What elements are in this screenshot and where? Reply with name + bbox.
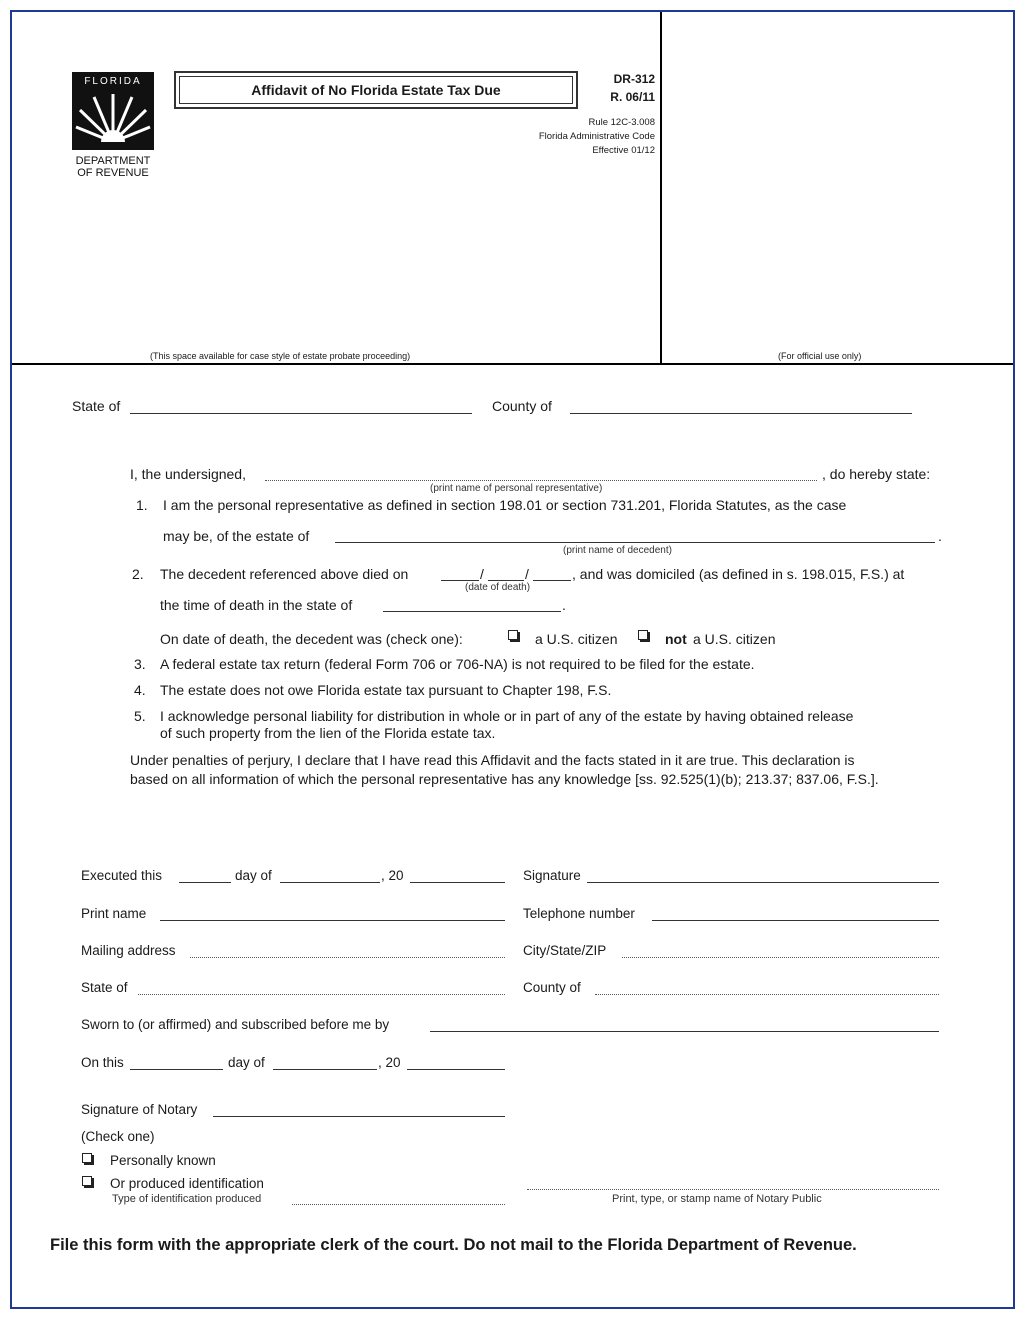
print-name-label: Print name	[81, 906, 147, 921]
not-citizen-label: a U.S. citizen	[693, 631, 776, 647]
florida-dor-logo	[72, 72, 154, 182]
mailing-address-field[interactable]	[190, 957, 505, 958]
header-divider	[660, 12, 662, 364]
form-revision: R. 06/11	[610, 90, 655, 104]
item-1-text: I am the personal representative as defined in section 198.01 or section 731.201, Florida Statutes, as the case	[163, 497, 847, 513]
us-citizen-checkbox[interactable]	[508, 630, 518, 640]
decedent-name-field[interactable]	[335, 542, 935, 543]
executed-day-field[interactable]	[179, 882, 231, 883]
intro-end-text: , do hereby state:	[822, 466, 931, 482]
telephone-field[interactable]	[652, 920, 939, 921]
item-1-end: .	[938, 528, 942, 544]
county-label: County of	[492, 398, 552, 414]
official-use-caption: (For official use only)	[778, 351, 862, 361]
item-4-text: The estate does not owe Florida estate tax pursuant to Chapter 198, F.S.	[160, 682, 612, 698]
item-2-text: The decedent referenced above died on	[160, 566, 409, 582]
item-3-text: A federal estate tax return (federal Form 706 or 706-NA) is not required to be filed for the estate.	[160, 656, 755, 672]
item-2-text-2: the time of death in the state of	[160, 597, 353, 613]
form-title-box	[174, 71, 578, 109]
year-prefix: , 20	[381, 868, 404, 883]
state-label: State of	[72, 398, 121, 414]
notary-year-field[interactable]	[407, 1069, 505, 1070]
mailing-address-label: Mailing address	[81, 943, 176, 958]
notary-signature-field[interactable]	[213, 1116, 505, 1117]
notary-month-field[interactable]	[273, 1069, 377, 1070]
citizen-question: On date of death, the decedent was (check one):	[160, 631, 463, 647]
domicile-state-field[interactable]	[383, 611, 561, 612]
item-3-number: 3.	[134, 656, 146, 672]
county-field[interactable]	[570, 413, 912, 414]
personally-known-label: Personally known	[110, 1153, 216, 1168]
executed-year-field[interactable]	[410, 882, 505, 883]
city-state-zip-field[interactable]	[622, 957, 939, 958]
notary-day-field[interactable]	[130, 1069, 223, 1070]
sworn-label: Sworn to (or affirmed) and subscribed before me by	[81, 1017, 390, 1032]
telephone-label: Telephone number	[523, 906, 635, 921]
death-day-field[interactable]	[488, 580, 524, 581]
form-number: DR-312	[613, 72, 655, 86]
us-citizen-label: a U.S. citizen	[535, 631, 618, 647]
rep-name-caption: (print name of personal representative)	[430, 483, 603, 494]
date-slash-1: /	[480, 566, 484, 582]
svg-text:DEPARTMENT: DEPARTMENT	[75, 155, 151, 167]
perjury-text: Under penalties of perjury, I declare that I have read this Affidavit and the facts stated in it are true. This declaration is	[130, 752, 855, 768]
form-title: Affidavit of No Florida Estate Tax Due	[179, 76, 573, 104]
not-emphasis: not	[665, 631, 687, 647]
item-2-end: .	[562, 597, 566, 613]
sworn-by-field[interactable]	[430, 1031, 939, 1032]
print-name-field[interactable]	[160, 920, 505, 921]
item-2-text-b: , and was domiciled (as defined in s. 198.015, F.S.) at	[572, 566, 905, 582]
executed-month-field[interactable]	[280, 882, 380, 883]
signature-field[interactable]	[587, 882, 939, 883]
item-5-text-2: of such property from the lien of the Florida estate tax.	[160, 725, 496, 741]
executed-this-label: Executed this	[81, 868, 163, 883]
notary-state-field[interactable]	[138, 994, 505, 995]
item-4-number: 4.	[134, 682, 146, 698]
item-1-text-2: may be, of the estate of	[163, 528, 310, 544]
produced-id-checkbox[interactable]	[82, 1176, 92, 1186]
svg-text:FLORIDA: FLORIDA	[84, 76, 142, 87]
case-style-caption: (This space available for case style of estate probate proceeding)	[150, 351, 411, 361]
notary-name-caption: Print, type, or stamp name of Notary Public	[612, 1193, 822, 1205]
item-5-number: 5.	[134, 708, 146, 724]
header-bottom-rule	[12, 363, 1013, 365]
notary-county-label: County of	[523, 980, 581, 995]
perjury-text-2: based on all information of which the personal representative has any knowledge [ss. 92.525(1)(b); 213.37; 837.06, F.S.].	[130, 771, 879, 787]
personally-known-checkbox[interactable]	[82, 1153, 92, 1163]
notary-day-of-label: day of	[228, 1055, 265, 1070]
day-of-label: day of	[235, 868, 272, 883]
date-slash-2: /	[525, 566, 529, 582]
signature-label: Signature	[523, 868, 581, 883]
produced-id-label: Or produced identification	[110, 1176, 264, 1191]
personal-rep-name-field[interactable]	[265, 480, 817, 481]
effective-date: Effective 01/12	[592, 145, 655, 156]
footer-instruction: File this form with the appropriate clerk of the court. Do not mail to the Florida Department of Revenue.	[50, 1236, 857, 1254]
date-caption: (date of death)	[465, 582, 531, 593]
item-2-number: 2.	[132, 566, 144, 582]
svg-text:OF REVENUE: OF REVENUE	[77, 167, 149, 179]
death-month-field[interactable]	[441, 580, 479, 581]
on-this-label: On this	[81, 1055, 124, 1070]
city-state-zip-label: City/State/ZIP	[523, 943, 607, 958]
death-year-field[interactable]	[533, 580, 571, 581]
notary-name-field[interactable]	[527, 1189, 939, 1190]
id-type-label: Type of identification produced	[112, 1193, 262, 1205]
admin-code: Florida Administrative Code	[538, 131, 655, 142]
notary-state-label: State of	[81, 980, 128, 995]
item-1-number: 1.	[136, 497, 148, 513]
notary-county-field[interactable]	[595, 994, 939, 995]
notary-year-prefix: , 20	[378, 1055, 401, 1070]
id-type-field[interactable]	[292, 1204, 505, 1205]
rule-number: Rule 12C-3.008	[588, 117, 655, 128]
item-5-text: I acknowledge personal liability for distribution in whole or in part of any of the estate by having obtained release	[160, 708, 854, 724]
intro-text: I, the undersigned,	[130, 466, 246, 482]
decedent-caption: (print name of decedent)	[563, 545, 672, 556]
state-field[interactable]	[130, 413, 472, 414]
not-citizen-checkbox[interactable]	[638, 630, 648, 640]
notary-signature-label: Signature of Notary	[81, 1102, 198, 1117]
check-one-label: (Check one)	[81, 1129, 155, 1144]
